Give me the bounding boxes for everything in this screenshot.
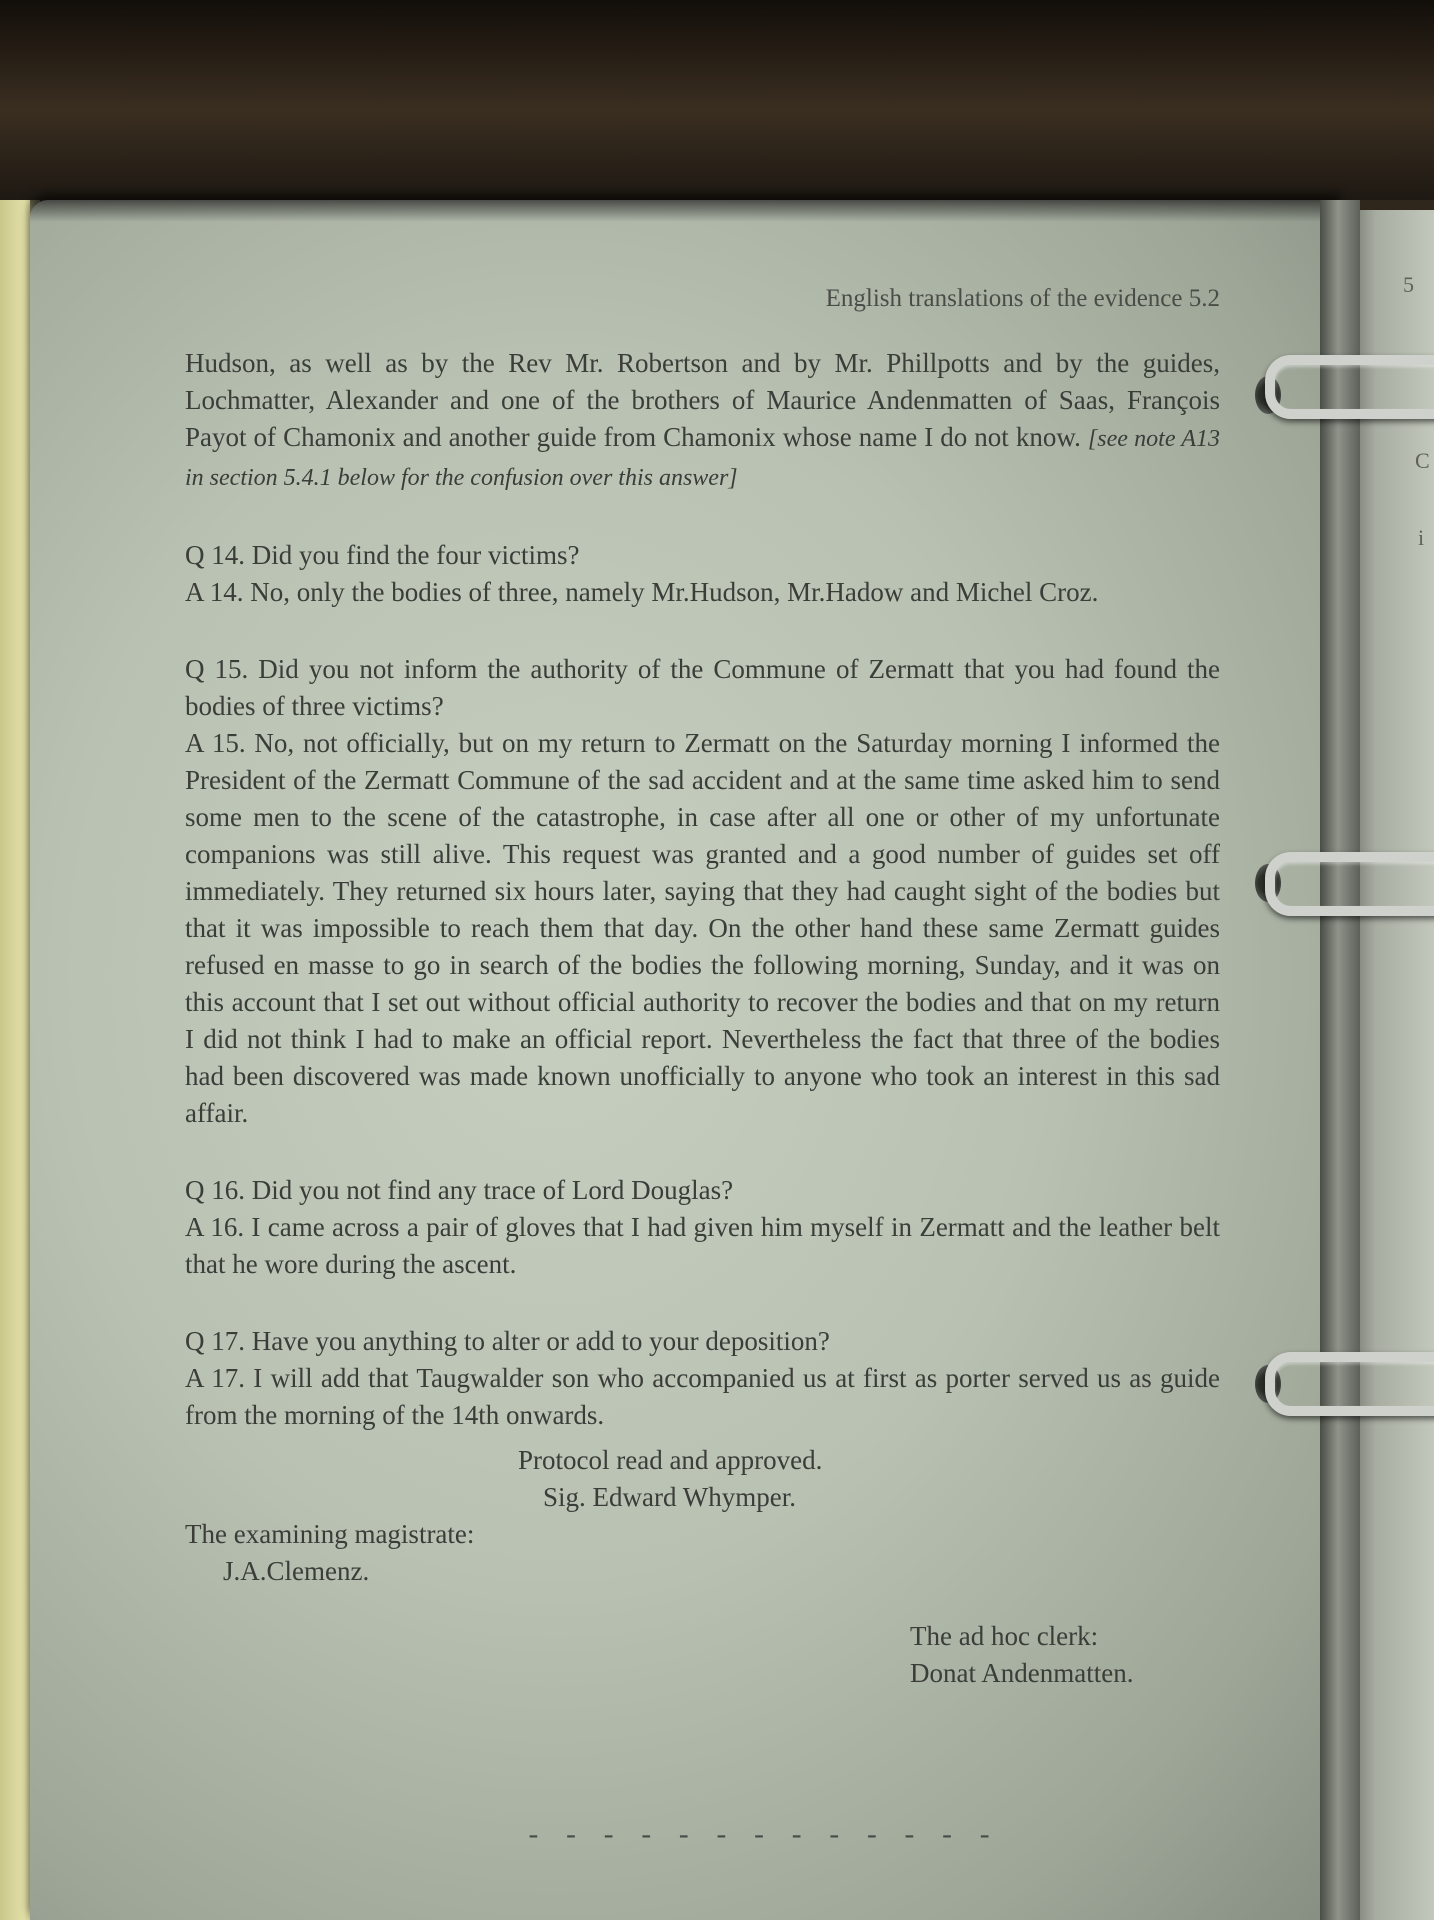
next-page-mark: C	[1415, 448, 1430, 473]
question: Q 14. Did you find the four victims?	[185, 540, 580, 570]
footer-rule: - - - - - - - - - - - - -	[525, 1822, 996, 1853]
qa-block	[185, 651, 1220, 1132]
magistrate-label: The examining magistrate:	[185, 1519, 475, 1549]
intro-text: Hudson, as well as by the Rev Mr. Robertson and by Mr. Phillpotts and by the guides, Lochmatter, Alexander and one of the brothers of Maurice Andenmatten of Saas, François Payot of Chamonix and another guide from Chamonix whose name I do not know.	[185, 348, 1220, 452]
clerk-label: The ad hoc clerk:	[910, 1621, 1099, 1651]
question: Q 16. Did you not find any trace of Lord Douglas?	[185, 1175, 734, 1205]
page-shadow	[30, 200, 1340, 222]
answer: A 17. I will add that Taugwalder son who accompanied us at first as porter served us as guide from the morning of the 14th onwards.	[185, 1363, 1220, 1430]
question: Q 15. Did you not inform the authority of the Commune of Zermatt that you had found the bodies of three victims?	[185, 654, 1220, 721]
protocol-line: Protocol read and approved.	[518, 1445, 823, 1475]
binder-ring	[1265, 355, 1434, 419]
question: Q 17. Have you anything to alter or add to your deposition?	[185, 1326, 830, 1356]
intro-paragraph	[185, 345, 1220, 497]
next-page-mark: 5	[1403, 272, 1414, 297]
clerk-name: Donat Andenmatten.	[910, 1658, 1134, 1688]
running-header: English translations of the evidence 5.2	[825, 285, 1220, 312]
qa-block	[185, 1323, 1220, 1434]
binder-ring	[1265, 1352, 1434, 1416]
editorial-note: [see note A13 in section 5.4.1 below for the confusion over this answer]	[185, 426, 1220, 491]
answer: A 15. No, not officially, but on my return to Zermatt on the Saturday morning I informed the President of the Zermatt Commune of the sad accident and at the same time asked him to send some men to the scene of the catastrophe, in case after all one or other of my unfortunate companions was still alive. This request was granted and a good number of guides set off immediately. They returned six hours later, saying that they had caught sight of the bodies but that it was impossible to reach them that day. On the other hand these same Zermatt guides refused en masse to go in search of the bodies the following morning, Sunday, and it was on this account that I set out without official authority to recover the bodies and that on my return I did not think I had to make an official report. Nevertheless the fact that three of the bodies had been discovered was made known unofficially to anyone who took an interest in this sad affair.	[185, 728, 1220, 1128]
answer: A 14. No, only the bodies of three, namely Mr.Hudson, Mr.Hadow and Michel Croz.	[185, 577, 1099, 607]
binder-spine	[1320, 200, 1360, 1920]
magistrate-name: J.A.Clemenz.	[223, 1556, 370, 1586]
page-content	[185, 280, 1220, 1692]
qa-block	[185, 1172, 1220, 1283]
answer: A 16. I came across a pair of gloves that I had given him myself in Zermatt and the leather belt that he wore during the ascent.	[185, 1212, 1220, 1279]
signature-line: Sig. Edward Whymper.	[543, 1482, 796, 1512]
binder-ring	[1265, 852, 1434, 916]
desk-background	[0, 0, 1434, 200]
qa-block	[185, 537, 1220, 611]
next-page-mark: i	[1418, 525, 1425, 550]
